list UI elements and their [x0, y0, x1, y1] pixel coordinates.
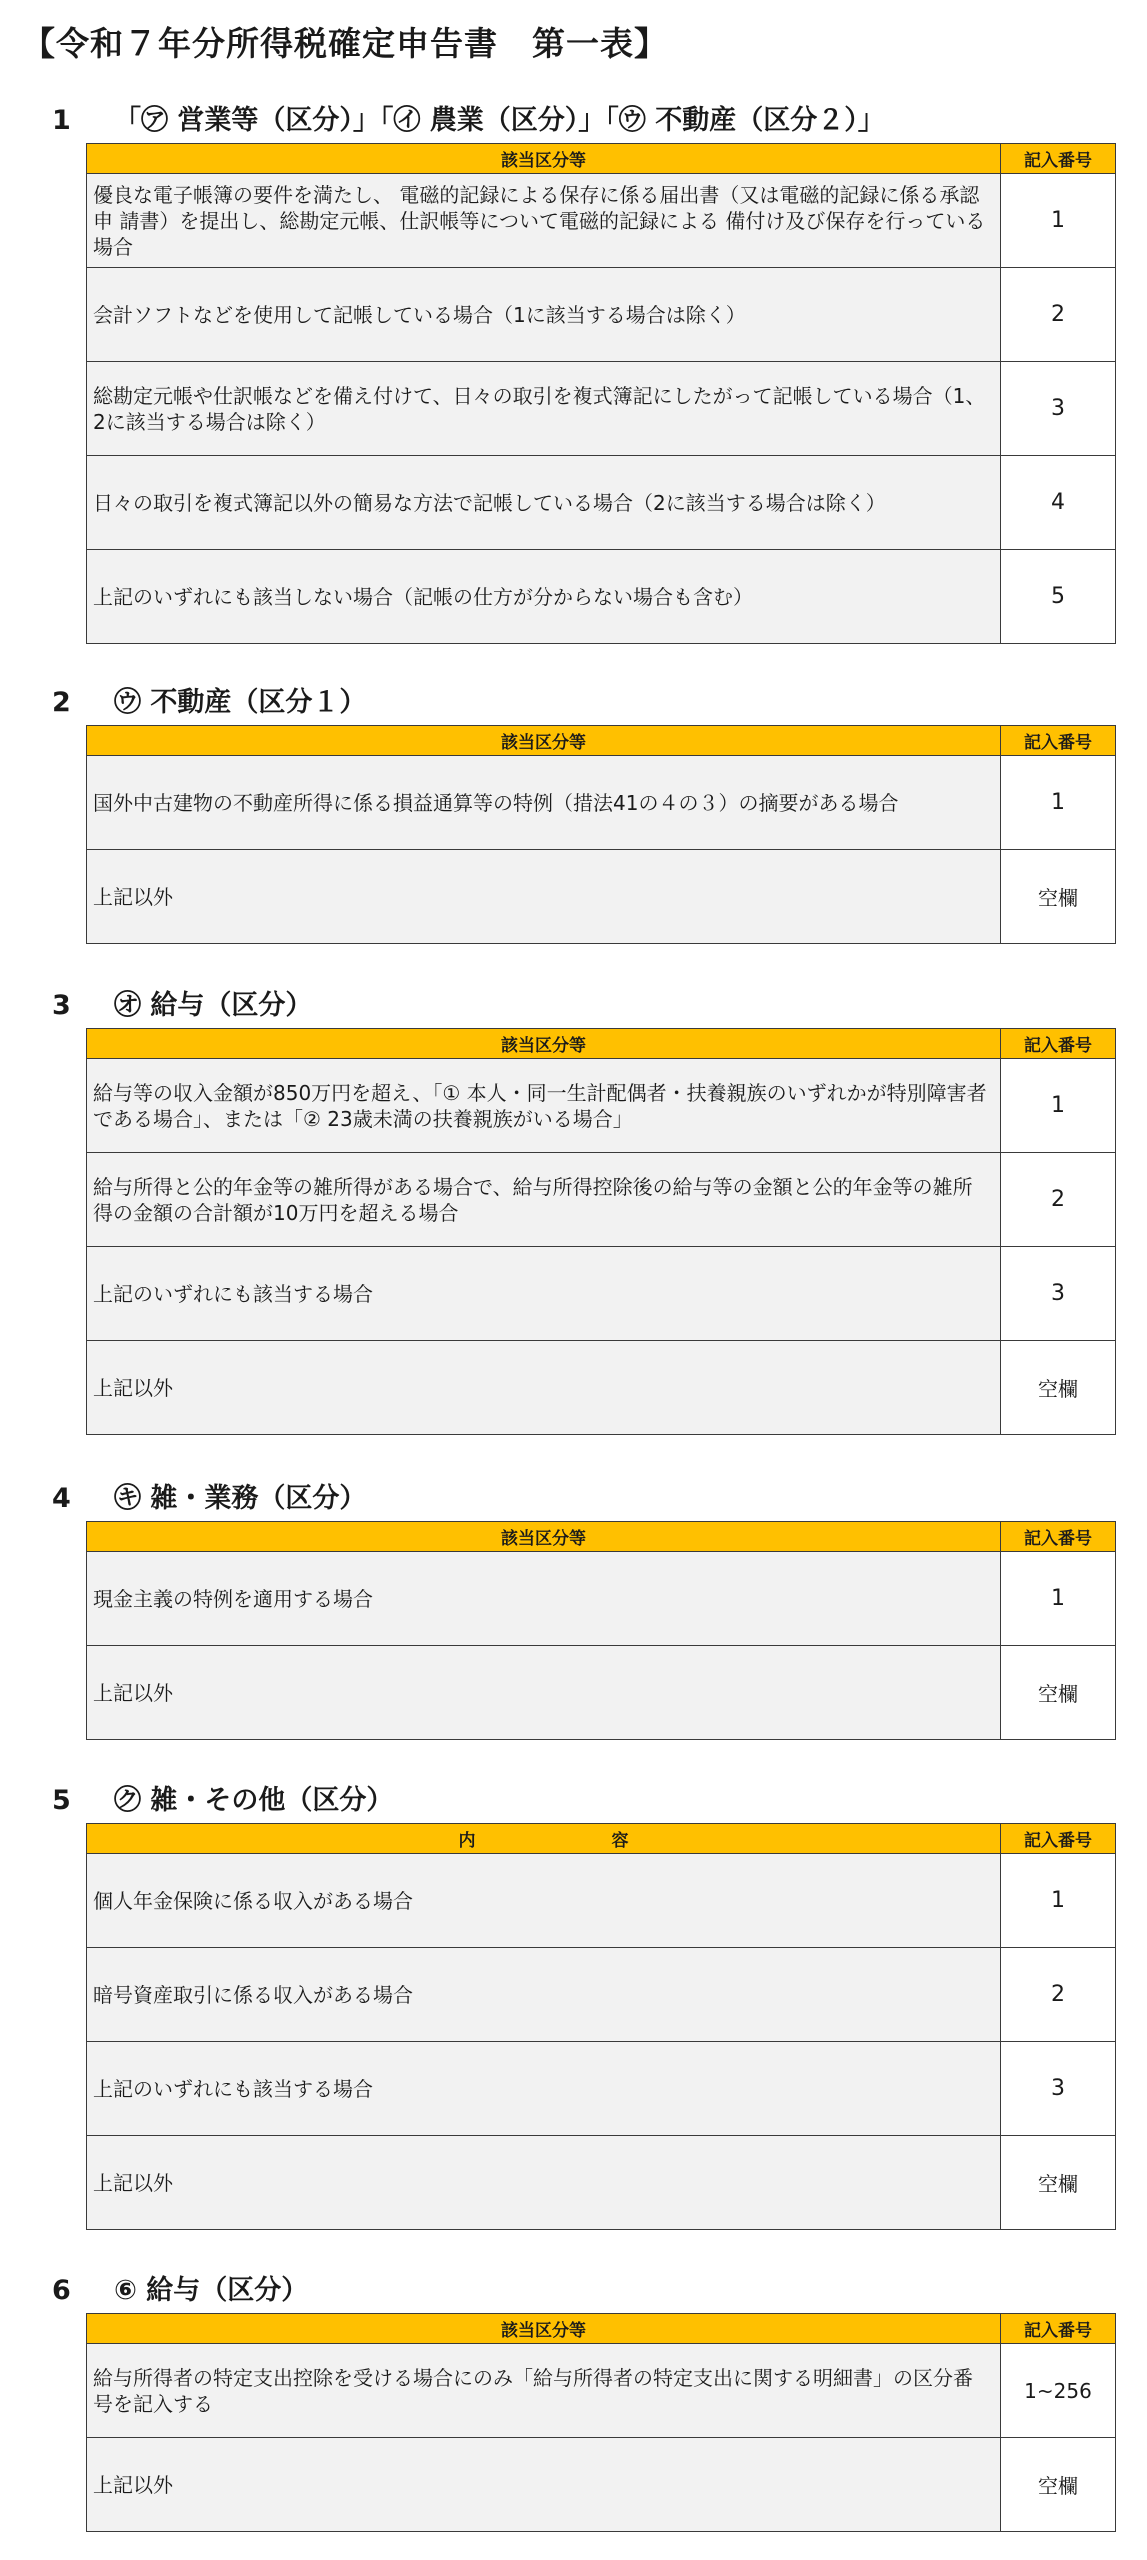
table-row [87, 550, 1116, 644]
row-code: 2 [1001, 1153, 1116, 1247]
header-description: 該当区分等 [87, 1029, 1001, 1059]
code-table [86, 1823, 1116, 2230]
section-title: ⑥ 給与（区分） [114, 2275, 309, 2306]
header-description: 該当区分等 [87, 726, 1001, 756]
row-code: 1 [1001, 756, 1116, 850]
table-row [87, 1059, 1116, 1153]
header-description: 該当区分等 [87, 2314, 1001, 2344]
code-table [86, 143, 1116, 644]
row-description: 優良な電子帳簿の要件を満たし、 電磁的記録による保存に係る届出書（又は電磁的記録に係る承認申 請書）を提出し、総勘定元帳、仕訳帳等について電磁的記録による 備付け及び保存を行っている場合 [87, 174, 1001, 268]
row-code: 2 [1001, 1948, 1116, 2042]
section-number: 5 [52, 1785, 71, 1816]
row-code: 3 [1001, 2042, 1116, 2136]
section-heading [52, 983, 312, 1022]
row-code: 4 [1001, 456, 1116, 550]
section-heading [52, 2268, 308, 2307]
section-title: ㋒ 不動産（区分１） [114, 687, 367, 718]
row-code: 1 [1001, 1059, 1116, 1153]
section-number: 6 [52, 2275, 71, 2306]
table-row [87, 1341, 1116, 1435]
table-header-row [87, 1029, 1116, 1059]
section-heading [52, 98, 885, 137]
section-heading [52, 680, 366, 719]
row-description: 給与所得者の特定支出控除を受ける場合にのみ「給与所得者の特定支出に関する明細書」の区分番号を記入する [87, 2344, 1001, 2438]
row-code: 空欄 [1001, 2136, 1116, 2230]
row-description: 上記以外 [87, 1341, 1001, 1435]
section-title: ㋖ 雑・業務（区分） [114, 1483, 367, 1514]
header-code: 記入番号 [1001, 726, 1116, 756]
table-header-row [87, 1824, 1116, 1854]
section-number: 3 [52, 990, 71, 1021]
row-description: 総勘定元帳や仕訳帳などを備え付けて、日々の取引を複式簿記にしたがって記帳している場合（1、2に該当する場合は除く） [87, 362, 1001, 456]
table-row [87, 1854, 1116, 1948]
row-code: 1 [1001, 174, 1116, 268]
row-code: 1~256 [1001, 2344, 1116, 2438]
table-row [87, 1153, 1116, 1247]
table-row [87, 1948, 1116, 2042]
row-description: 給与等の収入金額が850万円を超え、「① 本人・同一生計配偶者・扶養親族のいずれかが特別障害者である場合」、または「② 23歳未満の扶養親族がいる場合」 [87, 1059, 1001, 1153]
row-description: 現金主義の特例を適用する場合 [87, 1552, 1001, 1646]
header-code: 記入番号 [1001, 144, 1116, 174]
table-header-row [87, 2314, 1116, 2344]
table-header-row [87, 144, 1116, 174]
section-number: 1 [52, 105, 71, 136]
table-row [87, 2136, 1116, 2230]
row-description: 上記以外 [87, 850, 1001, 944]
row-code: 1 [1001, 1854, 1116, 1948]
code-table [86, 1028, 1116, 1435]
table-row [87, 2438, 1116, 2532]
header-description: 該当区分等 [87, 1522, 1001, 1552]
row-description: 会計ソフトなどを使用して記帳している場合（1に該当する場合は除く） [87, 268, 1001, 362]
section-title: 「㋐ 営業等（区分）」「㋑ 農業（区分）」「㋒ 不動産（区分２）」 [114, 105, 885, 136]
row-description: 日々の取引を複式簿記以外の簡易な方法で記帳している場合（2に該当する場合は除く） [87, 456, 1001, 550]
header-code: 記入番号 [1001, 1029, 1116, 1059]
row-description: 上記のいずれにも該当しない場合（記帳の仕方が分からない場合も含む） [87, 550, 1001, 644]
page-title: 【令和７年分所得税確定申告書 第一表】 [22, 24, 668, 63]
row-description: 上記以外 [87, 2438, 1001, 2532]
table-row [87, 850, 1116, 944]
header-code: 記入番号 [1001, 1824, 1116, 1854]
row-code: 空欄 [1001, 850, 1116, 944]
row-code: 空欄 [1001, 1646, 1116, 1740]
table-row [87, 756, 1116, 850]
section-title: ㋔ 給与（区分） [114, 990, 313, 1021]
header-code: 記入番号 [1001, 2314, 1116, 2344]
table-row [87, 1247, 1116, 1341]
row-description: 上記のいずれにも該当する場合 [87, 2042, 1001, 2136]
code-table [86, 725, 1116, 944]
section-heading [52, 1476, 366, 1515]
table-row [87, 1552, 1116, 1646]
table-row [87, 362, 1116, 456]
section-title: ㋗ 雑・その他（区分） [114, 1785, 394, 1816]
row-code: 1 [1001, 1552, 1116, 1646]
table-row [87, 2042, 1116, 2136]
section-heading [52, 1778, 393, 1817]
row-description: 暗号資産取引に係る収入がある場合 [87, 1948, 1001, 2042]
row-description: 上記以外 [87, 2136, 1001, 2230]
table-row [87, 2344, 1116, 2438]
row-code: 空欄 [1001, 1341, 1116, 1435]
table-row [87, 456, 1116, 550]
table-row [87, 1646, 1116, 1740]
row-code: 空欄 [1001, 2438, 1116, 2532]
section-number: 2 [52, 687, 71, 718]
code-table [86, 2313, 1116, 2532]
row-code: 5 [1001, 550, 1116, 644]
header-description: 内 容 [87, 1824, 1001, 1854]
table-row [87, 268, 1116, 362]
row-code: 3 [1001, 1247, 1116, 1341]
row-code: 3 [1001, 362, 1116, 456]
row-description: 給与所得と公的年金等の雑所得がある場合で、給与所得控除後の給与等の金額と公的年金等の雑所得の金額の合計額が10万円を超える場合 [87, 1153, 1001, 1247]
row-description: 個人年金保険に係る収入がある場合 [87, 1854, 1001, 1948]
header-description: 該当区分等 [87, 144, 1001, 174]
row-code: 2 [1001, 268, 1116, 362]
row-description: 国外中古建物の不動産所得に係る損益通算等の特例（措法41の４の３）の摘要がある場合 [87, 756, 1001, 850]
code-table [86, 1521, 1116, 1740]
header-code: 記入番号 [1001, 1522, 1116, 1552]
table-row [87, 174, 1116, 268]
row-description: 上記のいずれにも該当する場合 [87, 1247, 1001, 1341]
table-header-row [87, 726, 1116, 756]
row-description: 上記以外 [87, 1646, 1001, 1740]
section-number: 4 [52, 1483, 71, 1514]
table-header-row [87, 1522, 1116, 1552]
